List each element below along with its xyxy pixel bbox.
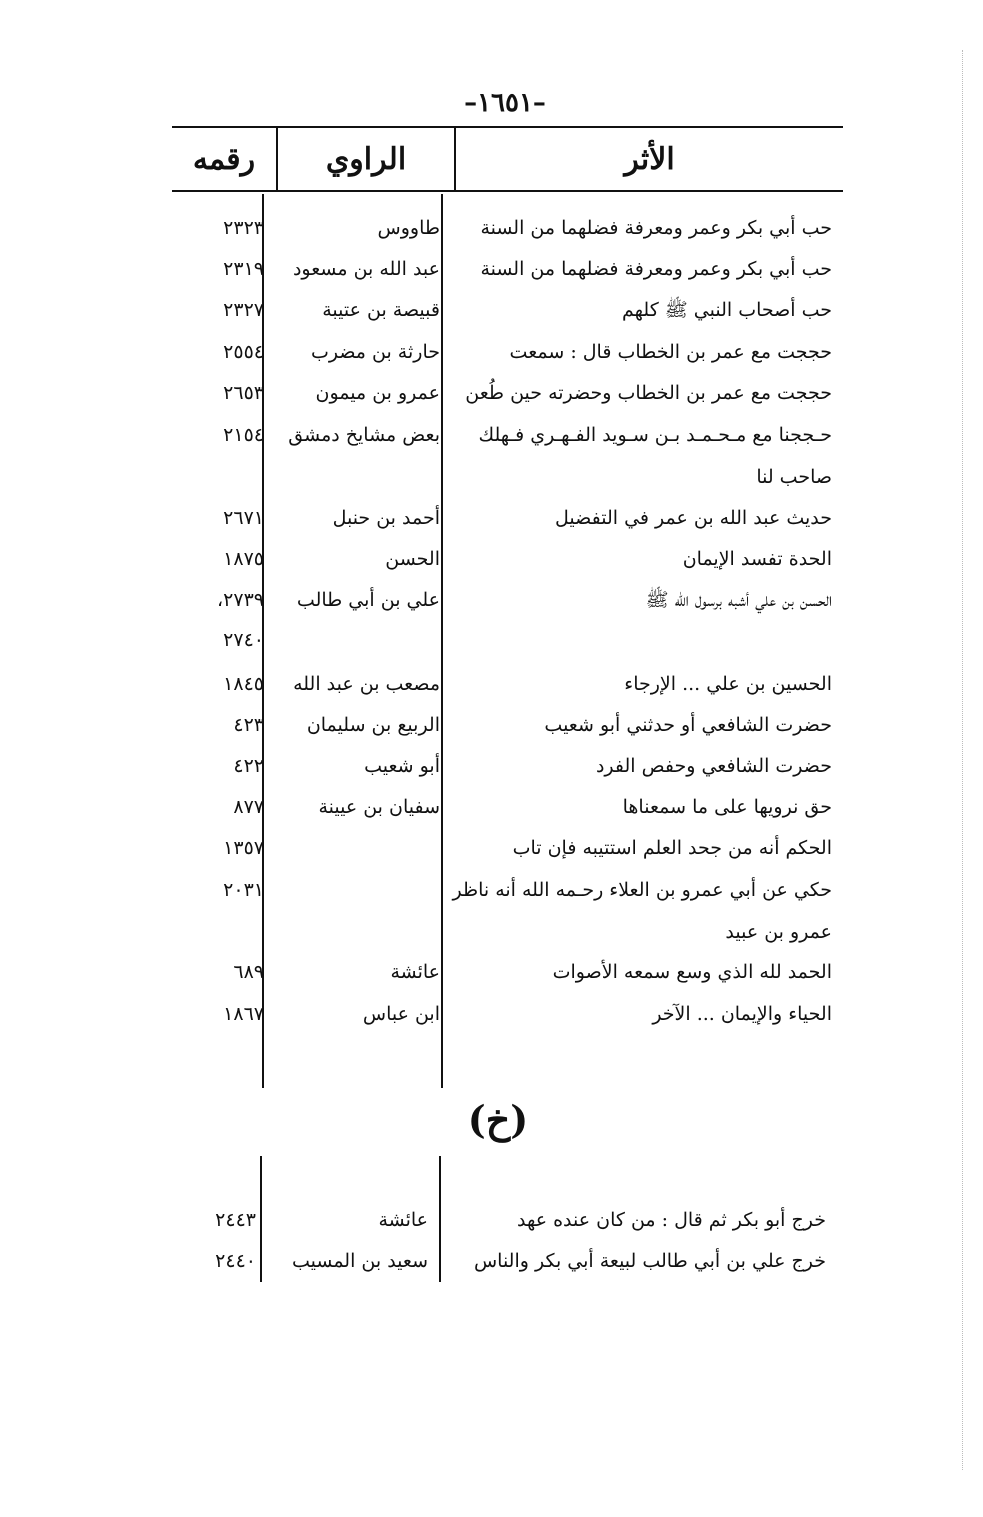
athar-text: الحمد لله الذي وسع سمعه الأصوات: [552, 961, 832, 983]
table-row: [0, 828, 983, 869]
athar-text: حب أصحاب النبي ﷺ كلهم: [622, 299, 832, 321]
record-number: ٢٥٥٤: [223, 341, 264, 363]
record-number: ٤٢٣: [233, 714, 264, 736]
rawi-name: [282, 828, 440, 869]
table-row: [0, 1241, 983, 1282]
athar-text: الحسين بن علي ... الإرجاء: [624, 673, 832, 695]
record-number: ٢٦٥٣: [223, 382, 264, 404]
rawi-name: أبو شعيب: [364, 755, 440, 777]
record-number: ٢٠٣١: [223, 879, 264, 901]
header-bottom-rule: [172, 190, 843, 192]
table-row: [0, 415, 983, 456]
table-row: [0, 580, 983, 621]
rawi-name: بعض مشايخ دمشق: [288, 424, 440, 446]
table-row: [0, 332, 983, 373]
table-row: [0, 620, 983, 661]
athar-text: حججت مع عمر بن الخطاب قال : سمعت: [509, 341, 832, 363]
athar-text: الحسن بن علي أشبه برسول الله ﷺ: [645, 589, 832, 611]
rawi-name: عبد الله بن مسعود: [292, 258, 440, 280]
rawi-name: سفيان بن عيينة: [318, 796, 440, 818]
column-header-rawi: الراوي: [325, 142, 407, 177]
rawi-name: ابن عباس: [362, 1003, 440, 1025]
table-row: [0, 1200, 983, 1241]
table-row: [0, 290, 983, 331]
table-row: [0, 912, 983, 953]
rawi-name: [282, 912, 440, 953]
record-number: ١٨٦٧: [223, 1003, 264, 1025]
table-row: [0, 746, 983, 787]
record-number: ٤٢٢: [233, 755, 264, 777]
rawi-name: قبيصة بن عتيبة: [322, 299, 440, 321]
table-row: [0, 498, 983, 539]
record-number: ٢٤٤٠: [215, 1250, 256, 1272]
column-header-athar: الأثر: [624, 142, 675, 177]
header-top-rule: [172, 126, 843, 128]
page-number: –١٦٥١–: [464, 88, 546, 118]
athar-text: حب أبي بكر وعمر ومعرفة فضلهما من السنة: [480, 258, 832, 280]
rawi-name: أحمد بن حنبل: [332, 507, 440, 529]
rawi-name: طاووس: [377, 217, 440, 239]
record-number: ٢٣٢٧: [223, 299, 264, 321]
table-row: [0, 373, 983, 414]
table-row: [0, 787, 983, 828]
athar-text: خرج علي بن أبي طالب لبيعة أبي بكر والناس: [473, 1250, 826, 1272]
record-number: ٢٣٢٣: [223, 217, 264, 239]
section-letter-kha: (خ): [467, 1097, 529, 1142]
table-row: [0, 994, 983, 1035]
table-row: [0, 208, 983, 249]
rawi-name: سعيد بن المسيب: [291, 1250, 428, 1272]
athar-text: حـججنا مع مـحـمـد بـن سـويد الفـهـري فـهلك: [478, 424, 832, 446]
rawi-name: عائشة: [378, 1209, 428, 1231]
athar-text: حكي عن أبي عمرو بن العلاء رحـمه الله أنه ناظر: [452, 879, 832, 901]
table-row: [0, 539, 983, 580]
table-row: [0, 705, 983, 746]
rawi-name: حارثة بن مضرب: [310, 341, 440, 363]
record-number: ٢٧٣٩،: [217, 589, 264, 611]
athar-text: حضرت الشافعي أو حدثني أبو شعيب: [544, 714, 832, 736]
athar-text: حب أبي بكر وعمر ومعرفة فضلهما من السنة: [480, 217, 832, 239]
table-row: [0, 249, 983, 290]
rawi-name: الربيع بن سليمان: [306, 714, 440, 736]
record-number: ١٣٥٧: [223, 837, 264, 859]
rawi-name: عمرو بن ميمون: [315, 382, 440, 404]
athar-text: الحياء والإيمان ... الآخر: [652, 1003, 832, 1025]
rawi-name: الحسن: [385, 548, 440, 570]
athar-text: الحدة تفسد الإيمان: [682, 548, 832, 570]
table-row: [0, 870, 983, 911]
record-number: ١٨٧٥: [223, 548, 264, 570]
athar-text: حججت مع عمر بن الخطاب وحضرته حين طُعن: [465, 382, 832, 404]
athar-text: خرج أبو بكر ثم قال : من كان عنده عهد: [516, 1209, 826, 1231]
rawi-name: عائشة: [390, 961, 440, 983]
record-number: ٢٣١٩: [223, 258, 264, 280]
athar-text: حق نرويها على ما سمعناها: [622, 796, 832, 818]
record-number: ٢١٥٤: [223, 424, 264, 446]
record-number: ٢٤٤٣: [215, 1209, 256, 1231]
table-row: [0, 457, 983, 498]
record-number: [180, 912, 264, 953]
scan-edge: [962, 50, 964, 1470]
rawi-name: مصعب بن عبد الله: [293, 673, 440, 695]
athar-text: حديث عبد الله بن عمر في التفضيل: [555, 507, 832, 529]
rawi-name: علي بن أبي طالب: [296, 589, 440, 611]
record-number: ١٨٤٥: [223, 673, 264, 695]
record-number: ٢٦٧١: [223, 507, 264, 529]
record-number: ٢٧٤٠: [223, 629, 264, 651]
record-number: [180, 457, 264, 498]
athar-text: [455, 620, 832, 661]
record-number: ٦٨٩: [233, 961, 264, 983]
rawi-name: [282, 870, 440, 911]
rawi-name: [282, 457, 440, 498]
table-row: [0, 664, 983, 705]
athar-text: الحكم أنه من جحد العلم استتيبه فإن تاب: [512, 837, 832, 859]
table-row: [0, 952, 983, 993]
record-number: ٨٧٧: [233, 796, 264, 818]
athar-text: صاحب لنا: [756, 466, 832, 488]
column-header-number: رقمه: [192, 142, 256, 177]
athar-text: حضرت الشافعي وحفص الفرد: [595, 755, 832, 777]
rawi-name: [282, 620, 440, 661]
athar-text: عمرو بن عبيد: [725, 921, 832, 943]
